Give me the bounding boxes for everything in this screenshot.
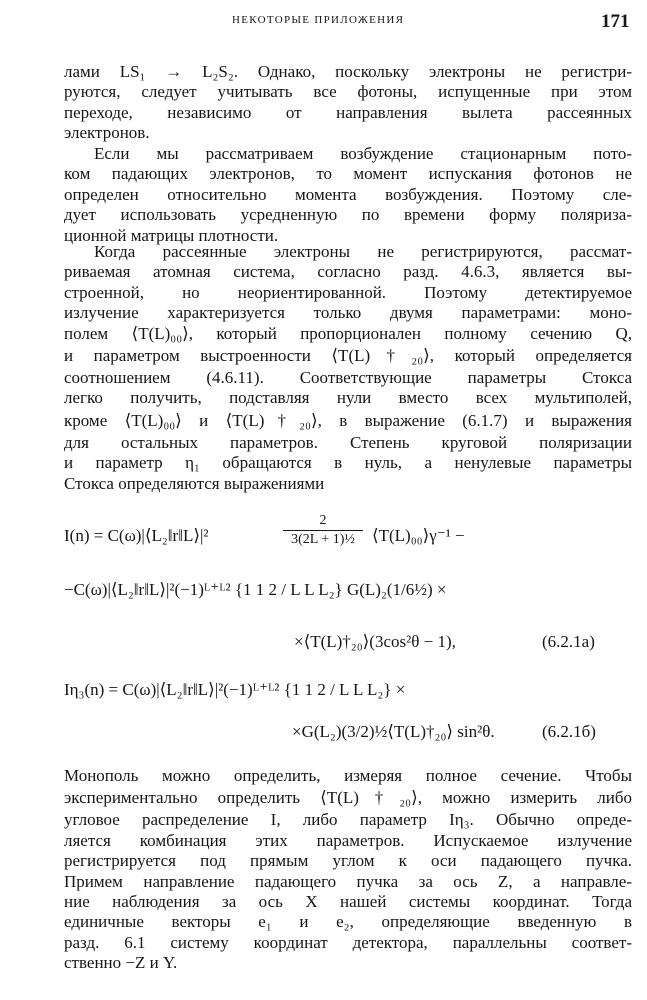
text-line: легко получить, подставляя нули вместо всех мультиполей, [64, 388, 632, 408]
equation-line: ×⟨T(L)†₂₀⟩(3cos²θ − 1), [294, 632, 456, 651]
text-line: определен относительно момента возбуждения. Поэтому сле- [64, 184, 632, 204]
running-title: НЕКОТОРЫЕ ПРИЛОЖЕНИЯ [232, 14, 405, 26]
text-line: дует использовать усредненную по времени форму поляриза- [64, 205, 632, 225]
paragraph-1 [64, 62, 632, 144]
text-line: излучение характеризуется только двумя параметрами: моно- [64, 303, 632, 323]
equation-fraction [283, 512, 363, 549]
text-line: и параметром выстроенности ⟨T(L)†₂₀⟩, который определяется [64, 345, 632, 365]
equation-line: ⟨T(L)₀₀⟩γ⁻¹ − [372, 526, 465, 545]
text-line: переходе, независимо от направления вылета рассеянных [64, 102, 632, 122]
text-line: разд. 6.1 систему координат детектора, параллельны соответ- [64, 932, 632, 952]
equation-line: −C(ω)|⟨L₂‖r‖L⟩|²(−1)ᴸ⁺ᴸ² {1 1 2 / L L L₂} G(L)₂(1/6½) × [64, 580, 447, 599]
text-line: ляется комбинация этих параметров. Испускаемое излучение [64, 830, 632, 850]
text-line: строенной, но неориентированной. Поэтому детектируемое [64, 282, 632, 302]
paragraph-4 [64, 766, 632, 974]
text-line: Примем направление падающего пучка за ось Z, а направле- [64, 871, 632, 891]
fraction-numerator: 2 [319, 513, 327, 528]
text-line: Если мы рассматриваем возбуждение стационарным пото- [94, 144, 632, 163]
text-line: ционной матрицы плотности. [64, 225, 279, 245]
text-line: для остальных параметров. Степень круговой поляризации [64, 432, 632, 452]
text-line: экспериментально определить ⟨T(L)†₂₀⟩, можно измерить либо [64, 788, 632, 808]
text-line: полем ⟨T(L)₀₀⟩, который пропорционален полному сечению Q, [64, 323, 632, 343]
equation-number: (6.2.1б) [542, 722, 596, 741]
equation-line: ×G(L₂)(3/2)½⟨T(L)†₂₀⟩ sin²θ. [292, 722, 495, 741]
text-line: руются, следует учитывать все фотоны, испущенные при этом [64, 82, 632, 102]
equation-number: (6.2.1a) [542, 632, 595, 651]
page-number: 171 [601, 11, 630, 32]
text-line: Когда рассеянные электроны не регистрируются, рассмат- [94, 242, 632, 261]
text-line: угловое распределение I, либо параметр Iη₃. Обычно опреде- [64, 810, 632, 830]
text-line: Стокса определяются выражениями [64, 473, 325, 493]
text-line: ние наблюдения за ось X нашей системы координат. Тогда [64, 891, 632, 911]
fraction-denominator: 3(2L + 1)½ [283, 530, 363, 549]
text-line: регистрируется под прямым углом к оси падающего пучка. [64, 851, 632, 871]
text-line: Монополь можно определить, измеряя полное сечение. Чтобы [64, 766, 632, 785]
text-line: лами LS₁ → L₂S₂. Однако, поскольку электроны не регистри- [64, 62, 632, 81]
paragraph-3 [64, 242, 632, 494]
paragraph-2 [64, 144, 632, 246]
text-line: и параметр η₁ обращаются в нуль, а ненулевые параметры [64, 453, 632, 473]
text-line: электронов. [64, 123, 150, 143]
text-line: соотношением (4.6.11). Соответствующие параметры Стокса [64, 367, 632, 387]
text-line: кроме ⟨T(L)₀₀⟩ и ⟨T(L)†₂₀⟩, в выражение (6.1.7) и выражения [64, 410, 632, 430]
equation-line: I(n) = C(ω)|⟨L₂‖r‖L⟩|² [64, 526, 209, 545]
text-line: ственно −Z и Y. [64, 953, 178, 973]
text-line: единичные векторы e₁ и e₂, определяющие введенную в [64, 912, 632, 932]
text-line: ком падающих электронов, то момент испускания фотонов не [64, 164, 632, 184]
equation-line: Iη₃(n) = C(ω)|⟨L₂‖r‖L⟩|²(−1)ᴸ⁺ᴸ² {1 1 2 / L L L₂} × [64, 680, 406, 699]
text-line: риваемая атомная система, согласно разд. 4.6.3, является вы- [64, 262, 632, 282]
